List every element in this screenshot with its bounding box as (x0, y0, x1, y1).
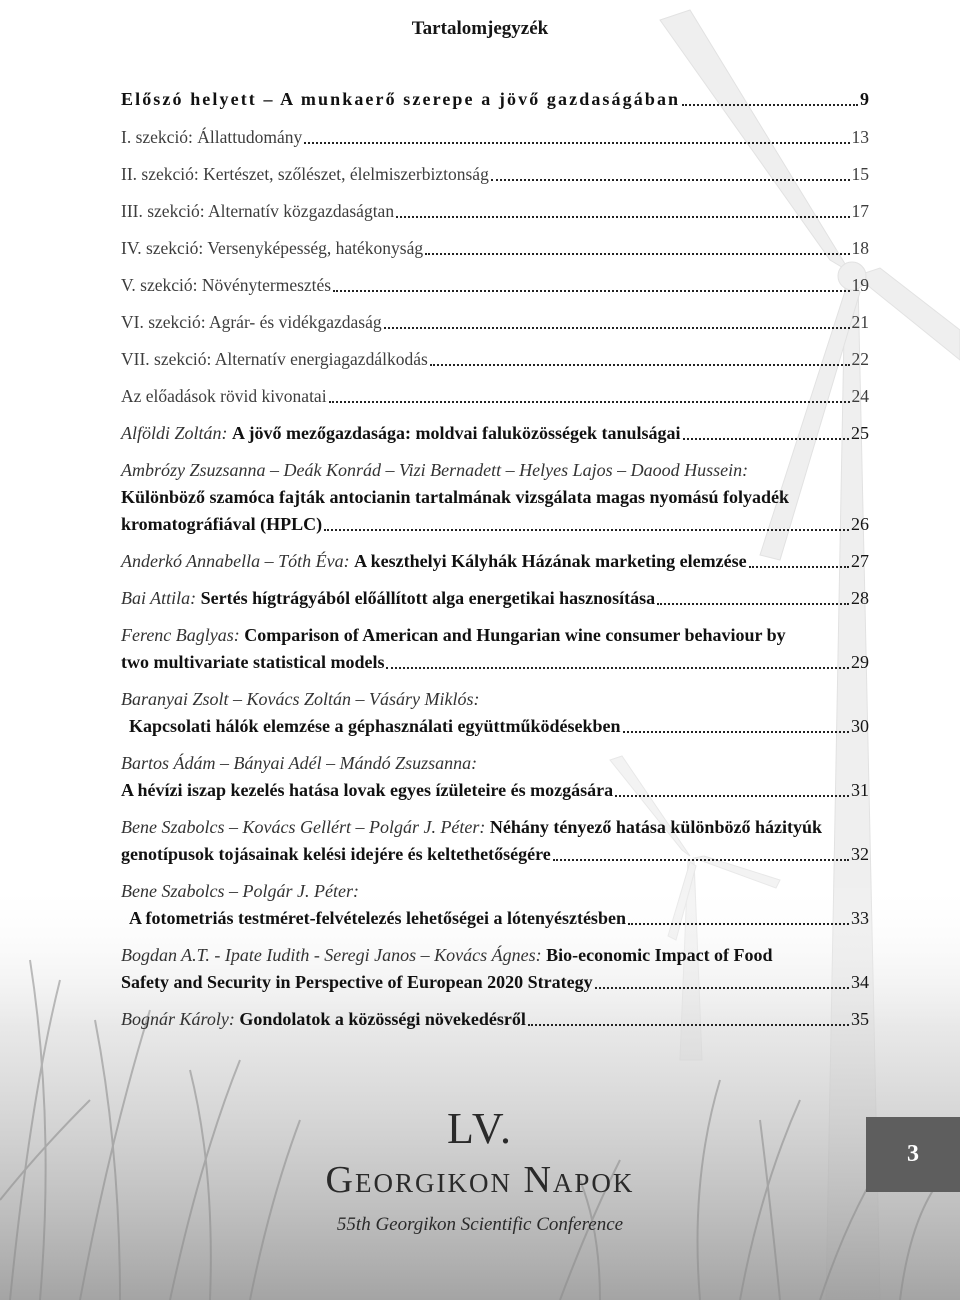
conference-name: Georgikon Napok (325, 1159, 635, 1201)
toc-entry-section[interactable] (121, 309, 869, 336)
paper-title: Különböző szamóca fajták antocianin tartalmának vizsgálata magas nyomású folyadék (121, 487, 790, 507)
paper-authors: Bogdan A.T. - Ipate Iudith - Seregi Janos – Kovács Ágnes: (121, 945, 542, 965)
paper-title: two multivariate statistical models (121, 652, 385, 672)
toc-page-number: 19 (851, 275, 869, 295)
toc-page-number: 26 (851, 514, 869, 534)
dot-leader (430, 364, 850, 366)
paper-authors: Baranyai Zsolt – Kovács Zoltán – Vásáry Miklós: (121, 689, 480, 709)
toc-entry-foreword[interactable] (121, 86, 869, 113)
dot-leader (491, 179, 850, 181)
paper-authors: Alföldi Zoltán: (121, 423, 228, 443)
dot-leader (683, 438, 849, 440)
toc-entry-label: Az előadások rövid kivonatai (121, 386, 327, 406)
dot-leader (595, 987, 849, 989)
paper-title: Néhány tényező hatása különböző házityúk (489, 817, 822, 837)
dot-leader (425, 253, 849, 255)
toc-paper-entry[interactable] (121, 548, 869, 575)
paper-authors: Bene Szabolcs – Kovács Gellért – Polgár J. Péter: (121, 817, 486, 837)
toc-page-number: 13 (851, 127, 869, 147)
dot-leader (682, 104, 858, 106)
toc-entry-section[interactable] (121, 346, 869, 373)
toc-page-number: 31 (851, 780, 869, 800)
dot-leader (386, 667, 849, 669)
toc-paper-entry[interactable] (121, 686, 869, 740)
dot-leader (396, 216, 849, 218)
toc-page-number: 35 (851, 1009, 869, 1029)
dot-leader (615, 795, 849, 797)
conference-subtitle: 55th Georgikon Scientific Conference (336, 1214, 624, 1235)
dot-leader (628, 923, 849, 925)
toc-entry-label: III. szekció: Alternatív közgazdaságtan (121, 201, 395, 221)
page-title: Tartalomjegyzék (411, 18, 549, 39)
toc-paper-entry[interactable] (121, 1006, 869, 1033)
paper-title: A fotometriás testméret-felvételezés lehetőségei a lótenyésztésben (129, 908, 626, 928)
toc-page-number: 28 (851, 588, 869, 608)
toc-page-number: 33 (851, 908, 869, 928)
toc-entry-section[interactable] (121, 383, 869, 410)
paper-title: Sertés hígtrágyából előállított alga energetikai hasznosítása (200, 588, 656, 608)
toc-entry-label: I. szekció: Állattudomány (121, 127, 303, 147)
dot-leader (623, 731, 849, 733)
paper-authors: Bene Szabolcs – Polgár J. Péter: (121, 881, 359, 901)
conference-number: LV. (447, 1104, 513, 1153)
toc-paper-entry[interactable] (121, 585, 869, 612)
table-of-contents (121, 86, 869, 1043)
toc-entry-label: Előszó helyett – A munkaerő szerepe a jövő gazdaságában (121, 89, 681, 109)
toc-page-number: 24 (851, 386, 869, 406)
toc-page-number: 27 (851, 551, 869, 571)
paper-title: A jövő mezőgazdasága: moldvai faluközösségek tanulságai (232, 423, 681, 443)
toc-entry-section[interactable] (121, 272, 869, 299)
paper-authors: Ferenc Baglyas: (121, 625, 240, 645)
toc-entry-label: VII. szekció: Alternatív energiagazdálkodás (121, 349, 428, 369)
toc-page-number: 29 (851, 652, 869, 672)
toc-entry-section[interactable] (121, 161, 869, 188)
toc-page-number: 32 (851, 844, 869, 864)
paper-title: A keszthelyi Kályhák Házának marketing elemzése (354, 551, 747, 571)
paper-authors: Bognár Károly: (121, 1009, 235, 1029)
toc-paper-entry[interactable] (121, 878, 869, 932)
toc-paper-entry[interactable] (121, 942, 869, 996)
toc-entry-section[interactable] (121, 198, 869, 225)
toc-entry-label: V. szekció: Növénytermesztés (121, 275, 332, 295)
paper-title: Gondolatok a közösségi növekedésről (239, 1009, 526, 1029)
toc-page-number: 25 (851, 423, 869, 443)
paper-authors: Bai Attila: (121, 588, 197, 608)
toc-paper-entry[interactable] (121, 457, 869, 538)
toc-page-number: 15 (851, 164, 869, 184)
toc-entry-label: II. szekció: Kertészet, szőlészet, élelmiszerbiztonság (121, 164, 489, 184)
paper-authors: Ambrózy Zsuzsanna – Deák Konrád – Vizi Bernadett – Helyes Lajos – Daood Hussein: (121, 460, 749, 480)
dot-leader (329, 401, 850, 403)
paper-title: Comparison of American and Hungarian wine consumer behaviour by (244, 625, 786, 645)
paper-authors: Anderkó Annabella – Tóth Éva: (121, 551, 350, 571)
toc-page-number: 21 (851, 312, 869, 332)
toc-entry-label: VI. szekció: Agrár- és vidékgazdaság (121, 312, 382, 332)
toc-entry-section[interactable] (121, 124, 869, 151)
dot-leader (304, 142, 849, 144)
dot-leader (553, 859, 849, 861)
paper-title: Safety and Security in Perspective of European 2020 Strategy (121, 972, 593, 992)
page-number-tab: 3 (866, 1117, 960, 1192)
dot-leader (333, 290, 849, 292)
paper-authors: Bartos Ádám – Bányai Adél – Mándó Zsuzsanna: (121, 753, 478, 773)
toc-page-number: 18 (851, 238, 869, 258)
toc-page-number: 22 (851, 349, 869, 369)
toc-paper-entry[interactable] (121, 622, 869, 676)
toc-page-number: 34 (851, 972, 869, 992)
toc-page-number: 9 (860, 89, 869, 109)
dot-leader (657, 603, 849, 605)
dot-leader (749, 566, 849, 568)
toc-entry-label: IV. szekció: Versenyképesség, hatékonyság (121, 238, 424, 258)
toc-paper-entry[interactable] (121, 814, 869, 868)
toc-page-number: 30 (851, 716, 869, 736)
paper-title: genotípusok tojásainak kelési idejére és keltethetőségére (121, 844, 551, 864)
conference-logo (280, 1105, 680, 1243)
paper-title: Bio-economic Impact of Food (546, 945, 773, 965)
toc-entry-section[interactable] (121, 235, 869, 262)
paper-title: Kapcsolati hálók elemzése a géphasználati együttműködésekben (129, 716, 621, 736)
dot-leader (384, 327, 850, 329)
toc-paper-entry[interactable] (121, 750, 869, 804)
paper-title: A hévízi iszap kezelés hatása lovak egyes ízületeire és mozgására (121, 780, 614, 800)
dot-leader (528, 1024, 849, 1026)
paper-title: kromatográfiával (HPLC) (121, 514, 323, 534)
dot-leader (324, 529, 849, 531)
toc-page-number: 17 (851, 201, 869, 221)
toc-paper-entry[interactable] (121, 420, 869, 447)
